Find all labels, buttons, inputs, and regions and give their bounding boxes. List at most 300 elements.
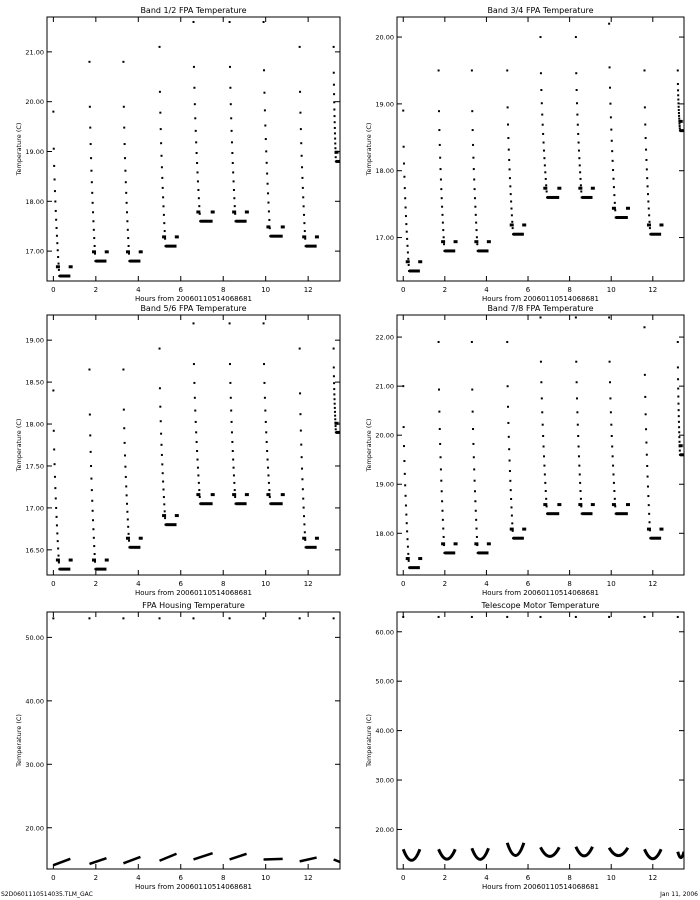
outlier-point <box>333 617 335 619</box>
data-point <box>677 69 679 71</box>
data-point <box>54 190 56 192</box>
data-point <box>648 214 650 216</box>
data-point <box>542 435 544 437</box>
y-tick-label: 17.00 <box>25 247 44 256</box>
data-point <box>266 450 268 452</box>
data-point <box>229 87 231 89</box>
data-point <box>407 258 409 260</box>
data-point <box>645 149 647 151</box>
data-point <box>265 421 267 423</box>
data-point <box>614 202 616 204</box>
data-point <box>510 193 512 195</box>
data-point <box>197 459 199 461</box>
data-point <box>507 137 509 139</box>
data-point <box>439 144 441 146</box>
data-point <box>302 488 304 490</box>
data-point <box>89 434 91 436</box>
data-point <box>474 500 476 502</box>
y-tick-label: 18.00 <box>375 167 394 176</box>
x-tick-label: 10 <box>261 874 271 882</box>
data-curve <box>439 849 456 859</box>
data-point <box>299 112 301 114</box>
data-point <box>647 495 649 497</box>
data-point <box>405 215 407 217</box>
x-tick-label: 8 <box>567 874 572 882</box>
data-point <box>545 184 547 186</box>
data-point <box>472 157 474 159</box>
chart-panel-band-3-4 <box>365 6 687 303</box>
data-point <box>333 93 335 95</box>
data-point <box>544 473 546 475</box>
data-point-run <box>126 537 130 540</box>
data-point-run <box>679 444 683 447</box>
data-point-run <box>200 220 212 223</box>
data-point <box>58 555 60 557</box>
data-point <box>578 157 580 159</box>
data-point <box>677 102 679 104</box>
x-tick-label: 2 <box>93 286 99 294</box>
data-segment <box>160 854 177 861</box>
data-point <box>194 117 196 119</box>
data-point <box>163 496 165 498</box>
data-point <box>229 363 231 365</box>
data-point <box>509 168 511 170</box>
data-point <box>159 348 161 350</box>
x-tick-label: 2 <box>442 286 448 294</box>
data-point <box>677 388 679 390</box>
data-point <box>579 473 581 475</box>
y-axis-label: Temperature (C) <box>15 122 23 176</box>
data-point <box>609 87 611 89</box>
data-point <box>196 441 198 443</box>
data-point <box>402 110 404 112</box>
x-tick-label: 0 <box>51 580 56 588</box>
outlier-point <box>471 616 473 618</box>
x-tick-label: 4 <box>484 580 489 588</box>
data-point <box>57 256 59 258</box>
chart-panel-band-5-6 <box>15 304 343 597</box>
data-point <box>160 433 162 435</box>
x-tick-label: 12 <box>648 286 658 294</box>
data-point <box>507 422 509 424</box>
data-curve <box>609 848 628 856</box>
data-point-run <box>487 240 491 243</box>
outlier-point <box>643 616 645 618</box>
data-point <box>612 455 614 457</box>
data-point-run <box>543 503 547 506</box>
data-point <box>159 112 161 114</box>
outlier-point <box>52 617 54 619</box>
data-point <box>610 116 612 118</box>
data-point-run <box>196 493 200 496</box>
data-point <box>509 460 511 462</box>
data-point <box>407 546 409 548</box>
outlier-point <box>438 616 440 618</box>
x-tick-label: 4 <box>484 874 489 882</box>
data-point <box>196 450 198 452</box>
data-point <box>441 206 443 208</box>
data-segment <box>300 858 317 862</box>
data-point <box>407 538 409 540</box>
data-point <box>542 133 544 135</box>
y-tick-label: 20.00 <box>25 98 44 107</box>
y-tick-label: 30.00 <box>375 776 394 785</box>
data-point <box>193 87 195 89</box>
data-point <box>55 219 57 221</box>
data-point <box>647 200 649 202</box>
y-axis-label: Temperature (C) <box>15 714 23 767</box>
data-point <box>94 245 96 247</box>
data-point <box>301 166 303 168</box>
x-tick-label: 8 <box>567 286 572 294</box>
data-point <box>267 202 269 204</box>
data-series <box>52 322 343 570</box>
data-point <box>408 264 410 266</box>
data-point <box>163 503 165 505</box>
data-curve <box>403 849 420 860</box>
data-point-run <box>487 542 491 545</box>
x-tick-label: 6 <box>525 286 531 294</box>
data-point-run <box>582 196 593 199</box>
data-point <box>441 490 443 492</box>
data-point-run <box>211 210 215 213</box>
data-point <box>507 124 509 126</box>
data-point-run <box>92 250 96 253</box>
data-point <box>644 106 646 108</box>
data-point <box>333 375 335 377</box>
data-point <box>575 361 577 363</box>
data-point <box>541 102 543 104</box>
data-point <box>541 114 543 116</box>
x-tick-label: 12 <box>303 286 313 294</box>
data-point <box>264 397 266 399</box>
data-point <box>196 162 198 164</box>
data-point <box>198 482 200 484</box>
data-point <box>407 245 409 247</box>
data-point <box>476 229 478 231</box>
data-point <box>405 514 407 516</box>
data-point <box>233 197 235 199</box>
data-point <box>542 124 544 126</box>
data-point <box>540 89 542 91</box>
data-point <box>334 403 336 405</box>
data-point <box>90 157 92 159</box>
y-tick-label: 18.50 <box>25 378 44 387</box>
data-point <box>160 420 162 422</box>
data-point <box>578 445 580 447</box>
data-point-run <box>336 431 340 434</box>
data-point <box>544 171 546 173</box>
data-point <box>405 206 407 208</box>
data-point <box>472 129 474 131</box>
y-tick-label: 18.00 <box>25 420 44 429</box>
data-point <box>609 66 611 68</box>
data-point <box>506 69 508 71</box>
data-point-run <box>162 514 166 517</box>
x-tick-label: 12 <box>648 874 658 882</box>
data-point <box>407 553 409 555</box>
data-point <box>303 515 305 517</box>
data-point-run <box>522 223 526 226</box>
data-point <box>510 498 512 500</box>
data-point <box>441 197 443 199</box>
x-axis-label: Hours from 20060110514068681 <box>482 589 599 597</box>
data-point <box>579 482 581 484</box>
data-point <box>233 474 235 476</box>
data-point <box>300 128 302 130</box>
data-point <box>91 500 93 502</box>
data-point <box>126 494 128 496</box>
x-tick-label: 4 <box>136 580 141 588</box>
data-point <box>577 124 579 126</box>
outlier-point <box>506 616 508 618</box>
data-point <box>475 519 477 521</box>
y-tick-label: 17.50 <box>25 462 44 471</box>
data-point-run <box>281 225 285 228</box>
data-point-run <box>406 557 410 560</box>
y-tick-label: 19.00 <box>375 100 394 109</box>
data-point <box>473 168 475 170</box>
data-point <box>472 411 474 413</box>
data-point <box>231 441 233 443</box>
y-tick-label: 21.00 <box>375 382 394 391</box>
data-point <box>263 322 265 324</box>
data-point <box>92 220 94 222</box>
data-point <box>612 169 614 171</box>
data-point <box>440 456 442 458</box>
data-point <box>580 190 582 192</box>
data-point-run <box>165 245 176 248</box>
data-point <box>161 454 163 456</box>
x-tick-label: 6 <box>178 874 183 882</box>
data-segment <box>89 858 106 864</box>
outlier-point <box>193 617 195 619</box>
data-point <box>511 515 513 517</box>
data-point <box>476 536 478 538</box>
data-point <box>678 409 680 411</box>
data-curve <box>644 849 661 858</box>
data-point <box>54 463 56 465</box>
data-point <box>509 185 511 187</box>
data-point <box>126 220 128 222</box>
data-point <box>93 237 95 239</box>
data-point <box>231 431 233 433</box>
x-tick-label: 0 <box>401 286 406 294</box>
y-tick-label: 17.00 <box>375 234 394 243</box>
data-point <box>195 141 197 143</box>
data-point <box>442 519 444 521</box>
data-point <box>301 177 303 179</box>
data-point-run <box>522 528 526 531</box>
data-point-run <box>245 210 249 213</box>
data-point <box>678 426 680 428</box>
data-point <box>440 168 442 170</box>
data-point-run <box>139 537 143 540</box>
data-point <box>443 536 445 538</box>
data-point <box>335 425 337 427</box>
x-tick-label: 6 <box>178 580 183 588</box>
data-point <box>510 200 512 202</box>
y-tick-label: 60.00 <box>375 628 394 637</box>
outlier-point <box>159 617 161 619</box>
data-point <box>644 124 646 126</box>
x-axis-label: Hours from 20060110514068681 <box>482 883 599 891</box>
data-point <box>232 450 234 452</box>
data-point <box>89 127 91 129</box>
outlier-point <box>229 617 231 619</box>
data-point <box>54 200 56 202</box>
data-point <box>93 537 95 539</box>
data-point <box>124 454 126 456</box>
data-point <box>301 456 303 458</box>
data-point <box>647 476 649 478</box>
data-point <box>645 137 647 139</box>
data-point-run <box>306 546 317 549</box>
data-point <box>92 211 94 213</box>
data-point <box>611 150 613 152</box>
data-point <box>645 159 647 161</box>
data-point-run <box>339 151 343 154</box>
data-point <box>614 498 616 500</box>
data-point <box>335 428 337 430</box>
data-point-run <box>196 210 200 213</box>
data-point <box>124 143 126 145</box>
data-point <box>576 102 578 104</box>
data-point <box>677 99 679 101</box>
y-axis-label: Temperature (C) <box>365 122 373 176</box>
data-point <box>543 150 545 152</box>
data-point <box>440 468 442 470</box>
data-point <box>126 503 128 505</box>
data-point <box>124 466 126 468</box>
data-point <box>160 128 162 130</box>
data-point <box>613 490 615 492</box>
data-point <box>406 238 408 240</box>
data-point <box>88 61 90 63</box>
data-point <box>233 189 235 191</box>
data-point <box>263 21 265 23</box>
data-point-run <box>105 250 109 253</box>
data-point <box>126 211 128 213</box>
data-point <box>126 202 128 204</box>
data-point-run <box>543 187 547 190</box>
data-point-run <box>409 269 420 272</box>
data-point-run <box>680 453 684 456</box>
data-point <box>265 138 267 140</box>
x-tick-label: 6 <box>178 286 183 294</box>
data-point-run <box>418 557 422 560</box>
data-point <box>333 393 335 395</box>
data-point <box>540 361 542 363</box>
data-point <box>229 66 231 68</box>
data-point <box>304 531 306 533</box>
data-point <box>160 142 162 144</box>
data-point <box>541 411 543 413</box>
data-point <box>442 229 444 231</box>
x-tick-label: 10 <box>606 874 616 882</box>
y-axis-label: Temperature (C) <box>365 714 373 767</box>
data-point <box>92 528 94 530</box>
y-tick-label: 16.50 <box>25 546 44 555</box>
data-point <box>164 517 166 519</box>
data-point <box>194 410 196 412</box>
data-point <box>578 455 580 457</box>
data-point-run <box>232 210 236 213</box>
data-point <box>92 510 94 512</box>
data-point <box>438 341 440 343</box>
data-point <box>644 374 646 376</box>
data-point <box>511 522 513 524</box>
data-point-run <box>683 120 687 123</box>
data-point <box>127 526 129 528</box>
data-point <box>612 465 614 467</box>
data-point <box>333 382 335 384</box>
data-point <box>268 219 270 221</box>
x-axis-label: Hours from 20060110514068681 <box>482 295 599 303</box>
data-point <box>232 162 234 164</box>
data-point <box>679 125 681 127</box>
data-point <box>162 488 164 490</box>
data-point-run <box>59 568 70 571</box>
data-point <box>300 430 302 432</box>
data-point <box>90 170 92 172</box>
data-point-run <box>336 160 340 163</box>
data-point <box>53 448 55 450</box>
data-point <box>577 435 579 437</box>
data-point <box>545 498 547 500</box>
data-point <box>610 411 612 413</box>
data-point <box>441 500 443 502</box>
data-point <box>193 363 195 365</box>
data-point <box>264 109 266 111</box>
data-point <box>126 511 128 513</box>
data-point <box>406 530 408 532</box>
data-point <box>578 465 580 467</box>
data-point-run <box>126 250 130 253</box>
data-point-run <box>335 151 339 154</box>
data-point <box>611 140 613 142</box>
data-point <box>474 197 476 199</box>
data-point <box>576 397 578 399</box>
data-point <box>234 496 236 498</box>
data-point-run <box>683 444 687 447</box>
data-point <box>198 205 200 207</box>
x-tick-label: 2 <box>442 580 448 588</box>
x-tick-label: 12 <box>303 580 313 588</box>
data-point-run <box>139 250 143 253</box>
data-point-run <box>105 559 109 562</box>
x-tick-label: 4 <box>136 286 141 294</box>
data-point <box>267 459 269 461</box>
data-point <box>677 378 679 380</box>
x-tick-label: 6 <box>525 874 531 882</box>
data-point <box>302 196 304 198</box>
data-series <box>402 316 687 569</box>
data-point <box>263 382 265 384</box>
data-point <box>164 230 166 232</box>
data-point <box>162 205 164 207</box>
y-tick-label: 20.00 <box>375 431 394 440</box>
data-point-run <box>510 223 514 226</box>
data-point <box>333 101 335 103</box>
data-point <box>509 177 511 179</box>
data-point <box>299 392 301 394</box>
data-point <box>575 316 577 318</box>
data-point-run <box>129 260 140 263</box>
data-point-run <box>200 502 212 505</box>
data-point <box>55 497 57 499</box>
data-point <box>405 223 407 225</box>
